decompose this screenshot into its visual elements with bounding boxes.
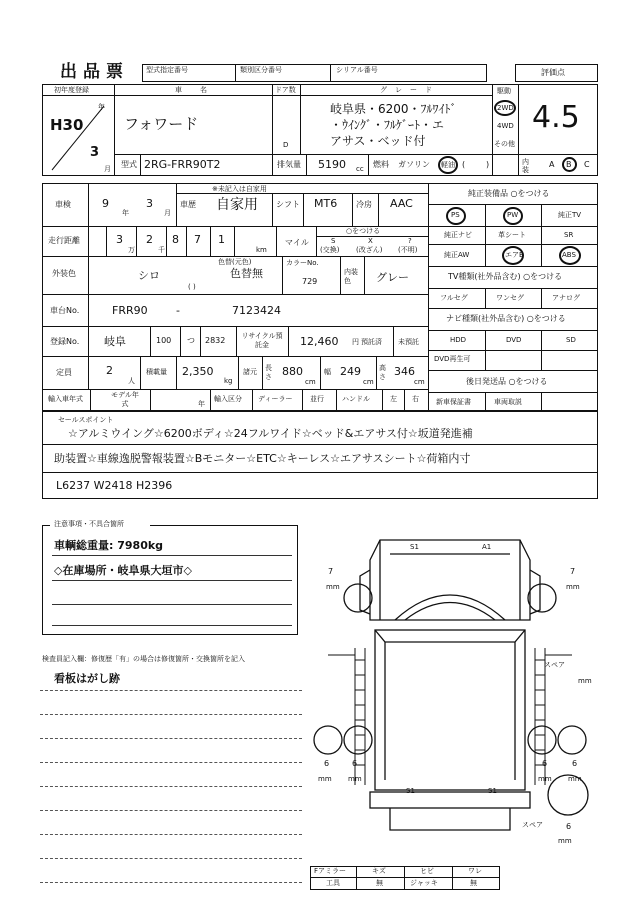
color-change-label: 色替(元色) [218,258,252,266]
grade-line-1: 岐阜県・6200・ﾌﾙﾜｲﾄﾞ [330,102,457,116]
nav-title: ナビ種類(社外品含む) ○をつける [446,314,566,323]
fuel-paren-open: ( [462,160,466,169]
legend-jack-value: 無 [470,879,477,887]
month-unit: 月 [104,165,111,173]
legend-break: ワレ [468,867,482,875]
spare-value: 6 [566,822,572,831]
model-cert-label: 型式指定番号 [146,66,188,74]
spare-bottom-mm: mm [558,837,572,845]
reg-area: 岐阜 [104,335,126,348]
interior-c: C [584,160,590,169]
mile-check-label: ○をつける [346,227,381,235]
disp-unit: cc [356,165,364,173]
spare-top-mm: mm [578,677,592,685]
mileage-unit-man: 万 [128,246,135,254]
mileage-digit-2: 2 [146,233,153,246]
color-change-value: 色替無 [230,267,263,280]
history-note: ※未記入は自家用 [212,185,267,193]
legend-crack: ヒビ [420,867,434,875]
width-label: 幅 [324,368,331,376]
load-value: 2,350 [182,365,214,378]
tire-rri-mm: mm [538,775,552,783]
nav-sd: SD [566,336,576,344]
model-value: 2RG-FRR90T2 [144,158,221,171]
import-label: 輸入車年式 [48,395,83,403]
equip-leather: 革シート [498,231,526,239]
mileage-digit-1: 3 [116,233,123,246]
fuel-value: ガソリン [398,160,430,169]
int-color-value: グレー [376,271,409,284]
sales-label: セールスポイント [58,416,114,424]
sales-line-1: ☆アルミウイング☆6200ボディ☆24フルワイド☆ベッド&エアサス付☆坂道発進補 [68,427,473,440]
color-label: 外装色 [52,269,76,278]
page-title: 出品票 [60,62,129,82]
equip-nav: 純正ナビ [444,231,472,239]
front-mark-s1: S1 [410,543,419,551]
load-label: 積載量 [146,368,167,376]
grade-line-2: ・ｳｲﾝｸﾞ・ﾌﾙｹﾞｰﾄ・エ [330,118,445,132]
equip-tv: 純正TV [558,211,582,219]
parallel: 並行 [310,395,324,403]
capacity-label: 定員 [56,368,72,377]
sales-line-3: L6237 W2418 H2396 [56,479,173,492]
height-cm: cm [414,378,425,386]
recycle-not: 未預託 [398,338,419,346]
cool-value: AAC [390,197,413,210]
drive-2wd: 2WD [497,104,514,112]
cool-label: 冷房 [356,200,372,209]
inspection-year-unit: 年 [122,209,129,217]
equip-abs: ABS [562,251,576,259]
width-value: 249 [340,365,361,378]
mileage-label: 走行距離 [48,236,80,245]
inspector-line-1: 看板はがし跡 [54,672,120,685]
mile-opt-s: S [331,237,336,245]
model-year-unit: 年 [198,400,205,408]
door-value: D [283,141,289,149]
mileage-digit-5: 1 [218,233,225,246]
tire-front-right: 7 [570,567,576,576]
grade-label: グレード [380,86,440,94]
history-label: 車歴 [180,200,196,209]
shift-value: MT6 [314,197,338,210]
height-value: 346 [394,365,415,378]
dim-label: 諸元 [243,368,257,376]
tire-fr-mm: mm [566,583,580,591]
len-label: 長さ [265,364,272,381]
capacity-value: 2 [106,364,113,377]
doors-label: ドア数 [275,86,296,94]
reg-num: 2832 [205,336,226,345]
height-label: 高さ [379,364,386,381]
mileage-digit-4: 7 [194,233,201,246]
mile-opt-s-sub: (交換) [320,246,340,254]
mile-opt-x: X [368,237,373,245]
header-fields [142,64,487,82]
recycle-value: 12,460 [300,335,339,348]
width-cm: cm [363,378,374,386]
color-value: シロ [138,269,160,282]
equip-pw: PW [507,211,519,219]
serial-label: シリアル番号 [336,66,378,74]
rear-mark-s1-left: S1 [406,787,415,795]
legend-tools-value: 無 [376,879,383,887]
drive-other: その他 [494,140,515,148]
tire-rear-right-outer: 6 [572,759,578,768]
reg-kana: つ [187,336,195,345]
mileage-unit-sen: 千 [158,246,165,254]
mile-opt-x-sub: (改ざん) [356,246,383,254]
rear-mark-s1-right: S1 [488,787,497,795]
legend-tools: 工具 [326,879,340,887]
interior-label: 内装 [522,158,529,174]
first-reg-label: 初年度登録 [54,86,89,94]
chassis-dash: - [176,304,180,317]
tire-front-left: 7 [328,567,334,576]
legend-jack: ジャッキ [410,879,438,887]
grade-line-3: アサス・ベッド付 [330,134,426,148]
recycle-done: 預託済 [361,338,382,346]
history-value: 自家用 [216,197,258,213]
name-label: 車名 [175,86,225,94]
spare-label-bottom: スペア [522,821,543,829]
mile-opt-q-sub: (不明) [398,246,418,254]
interior-b: B [566,160,572,169]
equip-title: 純正装備品 ○をつける [468,189,550,198]
equip-aw: 純正AW [444,251,470,259]
color-paren: ( ) [188,283,196,291]
tv-full: フルセグ [440,294,468,302]
first-reg-year: H30 [50,116,84,134]
fuel-diesel: 軽油 [441,161,455,169]
tire-rli-mm: mm [348,775,362,783]
legend-mirror: Fアミラー [314,867,347,875]
after-warranty: 新車保証書 [436,398,471,406]
inspection-month-unit: 月 [164,209,171,217]
len-value: 880 [282,365,303,378]
model-label: 型式 [121,160,137,169]
handle-left: 左 [390,395,397,403]
capacity-unit: 人 [128,377,135,385]
notes-label: 注意事項・不具合箇所 [54,520,124,528]
nav-hdd: HDD [450,336,467,344]
class-label: 類別区分番号 [240,66,282,74]
inspection-year: 9 [102,197,109,210]
mile-label: マイル [285,238,309,247]
disp-value: 5190 [318,158,346,171]
disp-label: 排気量 [277,160,301,169]
tire-rear-left-inner: 6 [352,759,358,768]
inspection-month: 3 [146,197,153,210]
fuel-paren-close: ) [486,160,490,169]
interior-a: A [549,160,555,169]
front-mark-a1: A1 [482,543,492,551]
reg-class: 100 [156,336,172,345]
colorno-value: 729 [302,277,318,286]
mileage-unit-km: km [256,246,267,254]
recycle-label: リサイクル預託金 [241,332,283,349]
fuel-label: 燃料 [373,160,389,169]
inspector-label: 検査員記入欄：修復歴「有」の場合は修復箇所・交換箇所を記入 [42,655,245,663]
inspection-label: 車検 [55,200,71,209]
truck-diagram [300,530,600,860]
tire-rear-left-outer: 6 [324,759,330,768]
tv-one: ワンセグ [496,294,524,302]
equip-ps: PS [451,211,460,219]
notes-line-2: ◇在庫場所・岐阜県大垣市◇ [54,564,192,577]
tv-analog: アナログ [552,294,580,302]
spare-label-top: スペア [544,661,565,669]
equip-airbag: エアB [505,251,524,259]
recycle-unit: 円 [352,338,359,346]
tire-rlo-mm: mm [318,775,332,783]
legend-scratch: キズ [372,867,386,875]
after-title: 後日発送品 ○をつける [466,377,548,386]
notes-line-1: 車輌総重量: 7980kg [54,539,164,552]
handle-label: ハンドル [342,395,370,403]
car-name: フォワード [124,115,199,133]
dvd-label: DVD再生可 [434,355,471,363]
chassis-prefix: FRR90 [112,304,148,317]
model-year-label: モデル年式 [111,391,139,408]
tire-rro-mm: mm [568,775,582,783]
import-class-label: 輸入区分 [214,395,242,403]
drive-4wd: 4WD [497,122,514,130]
tire-fl-mm: mm [326,583,340,591]
shift-label: シフト [276,200,300,209]
reg-label: 登録No. [50,337,80,346]
chassis-no: 7123424 [232,304,281,317]
nav-dvd: DVD [506,336,522,344]
year-unit: 年 [98,103,105,111]
rating-value: 4.5 [532,100,580,135]
chassis-label: 車台No. [50,306,80,315]
handle-right: 右 [412,395,419,403]
equip-sr: SR [564,231,574,239]
tv-title: TV種類(社外品含む) ○をつける [448,272,563,281]
len-cm: cm [305,378,316,386]
tire-rear-right-inner: 6 [542,759,548,768]
sales-line-2: 助装置☆車線逸脱警報装置☆Bモニター☆ETC☆キーレス☆エアサスシート☆荷箱内寸 [54,452,471,465]
rating-label: 評価点 [541,68,565,77]
mileage-digit-3: 8 [172,233,179,246]
first-reg-month: 3 [90,145,100,160]
after-manual: 車両取説 [494,398,522,406]
colorno-label: カラーNo. [286,259,319,267]
drive-label: 駆動 [497,87,511,95]
int-color-label: 内装色 [344,268,358,285]
dealer: ディーラー [258,395,293,403]
mile-opt-q: ? [408,237,412,245]
load-unit: kg [224,377,233,385]
